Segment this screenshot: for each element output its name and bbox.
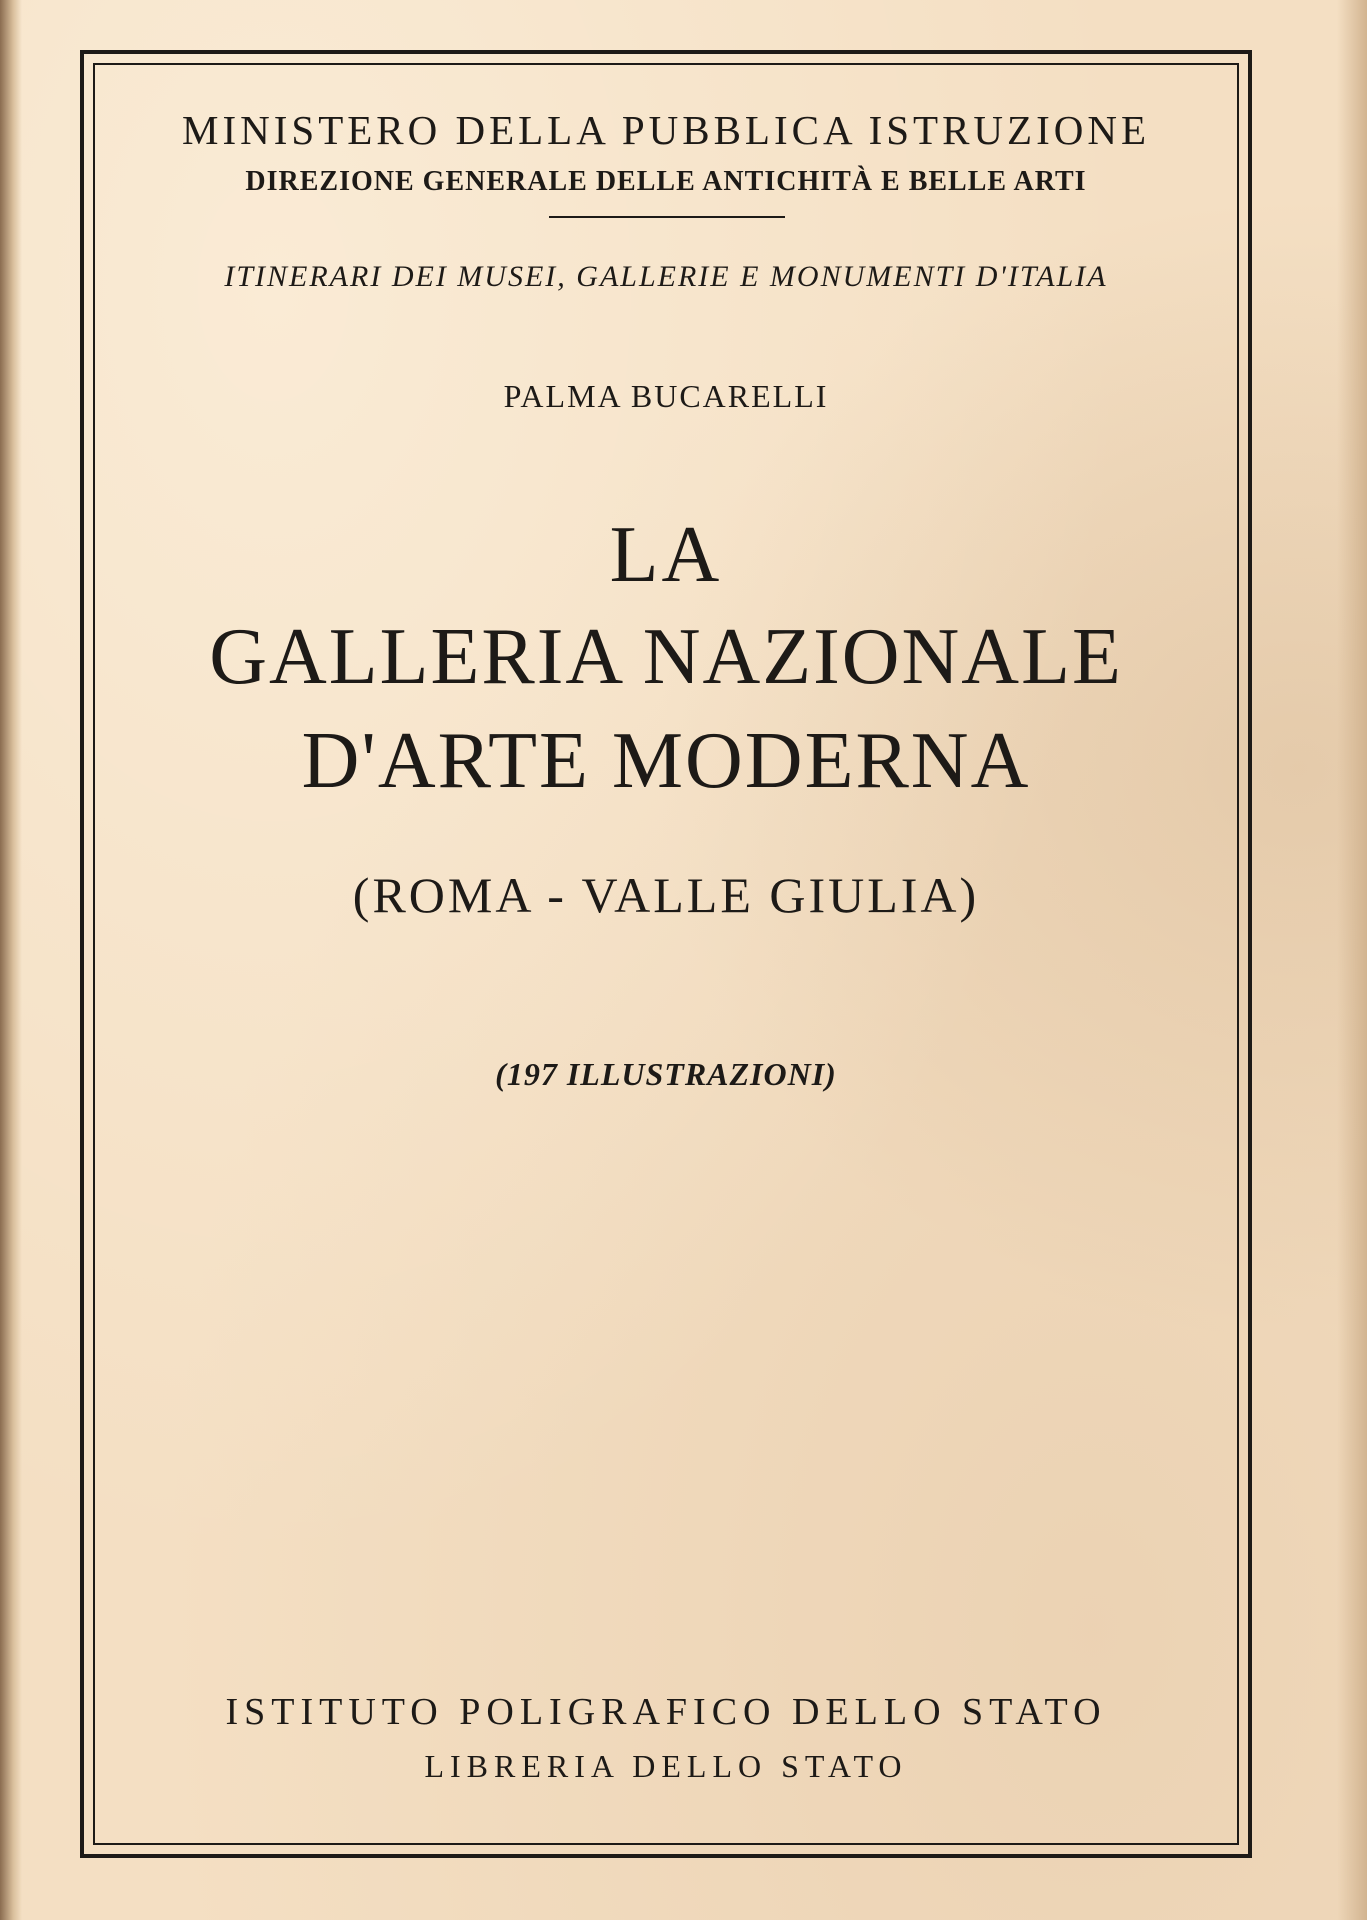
spine-edge bbox=[0, 0, 22, 1920]
publisher-name: ISTITUTO POLIGRAFICO DELLO STATO bbox=[225, 1691, 1107, 1733]
title-line-3: D'ARTE MODERNA bbox=[301, 717, 1031, 805]
inner-border-frame bbox=[93, 63, 1239, 1845]
header-divider bbox=[549, 216, 785, 218]
directorate-subheading: DIREZIONE GENERALE DELLE ANTICHITÀ E BELLE ARTI bbox=[245, 166, 1087, 197]
series-title: ITINERARI DEI MUSEI, GALLERIE E MONUMENTI D'ITALIA bbox=[224, 260, 1108, 293]
title-line-2: GALLERIA NAZIONALE bbox=[209, 613, 1123, 701]
publisher-imprint: LIBRERIA DELLO STATO bbox=[424, 1748, 908, 1784]
author-name: PALMA BUCARELLI bbox=[503, 378, 829, 414]
page-edge-shadow bbox=[1337, 0, 1367, 1920]
illustrations-note: (197 ILLUSTRAZIONI) bbox=[495, 1056, 837, 1092]
location-subtitle: (ROMA - VALLE GIULIA) bbox=[352, 867, 980, 923]
title-line-1: LA bbox=[609, 511, 723, 599]
ministry-heading: MINISTERO DELLA PUBBLICA ISTRUZIONE bbox=[182, 107, 1150, 153]
